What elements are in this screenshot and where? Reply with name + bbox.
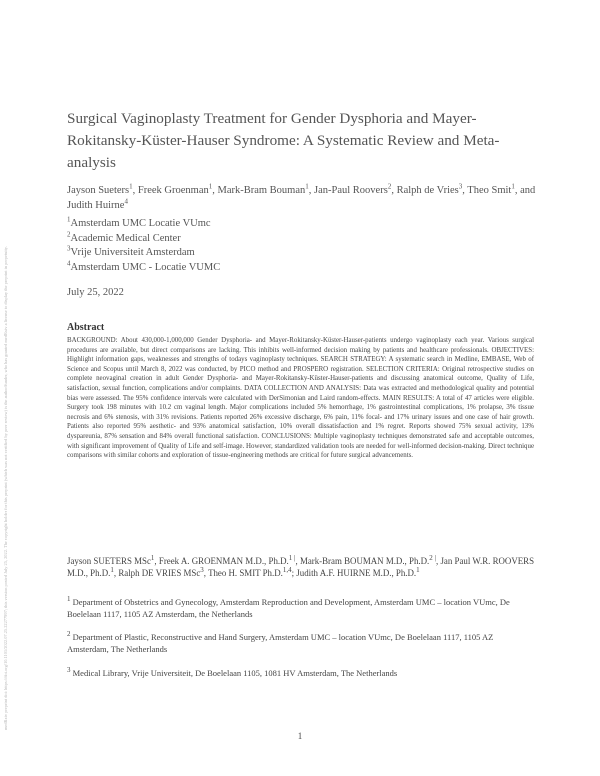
- author-degree: Judith A.F. HUIRNE M.D., Ph.D.$^1$: [296, 566, 420, 578]
- side-note-text: medRxiv preprint doi: https://doi.org/10.1101/2022.07.25.22277997; this version posted July 25, 2022. The copyright holder for this preprint (which was not certified by peer review) is the author/funder, who has granted medRxiv a license to display the preprint in perpetuity.: [3, 246, 8, 730]
- author: Ralph de Vries$^3$,: [396, 182, 468, 196]
- author-degree: Jayson SUETERS MSc$^1$,: [67, 554, 159, 566]
- author: Theo Smit$^1$, and: [467, 182, 536, 196]
- page-number: 1: [297, 731, 303, 741]
- paper-title: Surgical Vaginoplasty Treatment for Gender Dysphoria and Mayer-Rokitansky-Küster-Hauser Syndrome: A Systematic Review and Meta-analysis: [67, 110, 500, 171]
- publication-date: July 25, 2022: [67, 287, 124, 298]
- author-list: [67, 184, 537, 213]
- department-2: $^2$ Department of Plastic, Reconstructive and Hand Surgery, Amsterdam UMC – location VUmc, De Boelelaan 1117, 1105 AZ Amsterdam, The Netherlands: [67, 630, 494, 654]
- author-degree: Mark-Bram BOUMAN M.D., Ph.D.$^{2 |}$,: [299, 554, 441, 566]
- author-degree: Ralph DE VRIES MSc$^3$,: [118, 566, 209, 578]
- abstract-heading: Abstract: [67, 322, 105, 333]
- author: Jan-Paul Roovers$^2$,: [314, 182, 397, 196]
- author-degree: Jan Paul W.R. ROOVERS M.D., Ph.D.$^1$,: [67, 556, 535, 578]
- author-degree: Freek A. GROENMAN M.D., Ph.D.$^{1 |}$,: [158, 554, 300, 566]
- department-1: $^1$ Department of Obstetrics and Gynecology, Amsterdam Reproduction and Development, Amsterdam UMC – location VUmc, De Boelelaan 1117, 1105 AZ Amsterdam, the Netherlands: [67, 595, 510, 619]
- department-3: $^3$ Medical Library, Vrije Universiteit, De Boelelaan 1105, 1081 HV Amsterdam, The Netherlands: [67, 666, 398, 678]
- author-degrees: [67, 555, 534, 579]
- affiliation-list: [67, 217, 537, 275]
- preprint-side-note: [3, 90, 13, 730]
- author: Freek Groenman$^1$,: [137, 182, 218, 196]
- author: Judith Huirne$^4$: [67, 197, 128, 211]
- author: Jayson Sueters$^1$,: [67, 182, 138, 196]
- affiliation: $^1$Amsterdam UMC Locatie VUmc: [67, 215, 211, 229]
- affiliation: $^3$Vrije Universiteit Amsterdam: [67, 244, 195, 258]
- affiliation: $^2$Academic Medical Center: [67, 230, 181, 244]
- author: Mark-Bram Bouman$^1$,: [217, 182, 315, 196]
- affiliation: $^4$Amsterdam UMC - Locatie VUMC: [67, 259, 221, 273]
- author-degree: Theo H. SMIT Ph.D.$^{1,4}$;: [208, 566, 297, 578]
- abstract-body: BACKGROUND: About 430,000-1,000,000 Gender Dysphoria- and Mayer-Rokitansky-Küster-Hauser-patients undergo vaginoplasty each year. Various surgical procedures are available, but direct comparisons are lacking. This inhibits well-informed decision making by patients and healthcare professionals. OBJECTIVES: Highlight information gaps, weaknesses and strengths of todays vaginoplasty techniques. SEARCH STRATEGY: A systematic search in Medline, EMBASE, Web of Science and Scopus until March 8, 2022 was conducted, by PICO method and PROSPERO registration. SELECTION CRITERIA: Original retrospective studies on complete neovaginal creation in adult Gender Dysphoria- and Mayer-Rokitansky-Küster-Hauser-patients and discussing anatomical outcome, Quality of Life, satisfaction, sexual function, complications and/or complaints. DATA COLLECTION AND ANALYSIS: Data was extracted and methodological quality and potential bias were assessed. The 95% confidence intervals were calculated with DerSimonian and Laird random-effects. MAIN RESULTS: A total of 47 articles were eligible. Surgery took 198 minutes with 10.2 cm vaginal length. Major complications included 5% hemorrhage, 1% gastrointestinal complications, 1% prolapse, 3% tissue necrosis and 6% stenosis, with 31% revisions. Patients reported 26% excessive discharge, 6% pain, 11% focal- and 17% urinary issues and one case of hair growth. Patients also reported 95% aesthetic- and 93% anatomical satisfaction, 10% overall dissatisfaction and 1% regret. Reports showed 75% sexual activity, 13% dyspareunia, 87% sensation and 84% overall functional satisfaction. CONCLUSIONS: Multiple vaginoplasty techniques demonstrated safe and acceptable outcomes, with significant improvement of Quality of Life and self-image. However, standardized validation tools are needed for well-informed decision-making. Direct technique comparisons with similar cohorts and exploration of tissue-engineering methods are critical for future surgical advancements.: [67, 337, 534, 460]
